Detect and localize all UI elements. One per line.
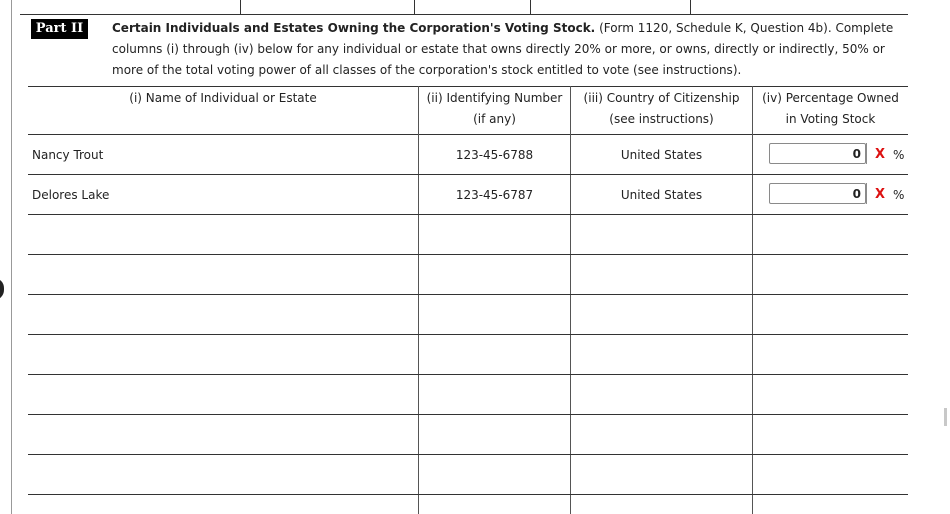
- column-header-id-number: (ii) Identifying Number (if any): [426, 91, 563, 126]
- header-bottom-rule: [28, 134, 908, 135]
- row-id-number: 123-45-6787: [455, 188, 534, 202]
- part-badge: Part II: [31, 19, 88, 39]
- row-id-number: 123-45-6788: [455, 148, 534, 162]
- previous-table-cells: [20, 0, 908, 14]
- clear-x-icon[interactable]: X: [875, 187, 886, 202]
- page-left-border: [11, 0, 12, 514]
- column-header-country: (iii) Country of Citizenship (see instructions): [583, 91, 740, 126]
- row-name: Nancy Trout: [32, 148, 104, 162]
- header-top-rule: [28, 86, 908, 87]
- column-header-percentage: (iv) Percentage Owned in Voting Stock: [762, 91, 899, 126]
- row-country: United States: [620, 188, 703, 202]
- percentage-input[interactable]: [769, 143, 866, 164]
- part-description: (Form 1120, Schedule K, Question 4b). Complete columns (i) through (iv) below for any individual or estate that owns directly 20% or more, or owns, directly or indirectly, 50% or more of the total voting power of all classes of the corporation's stock entitled to vote (see instructions).: [112, 21, 894, 77]
- clear-x-icon[interactable]: X: [875, 147, 886, 162]
- input-divider: [866, 183, 867, 204]
- scrollbar-indicator[interactable]: [944, 408, 947, 426]
- column-header-name: (i) Name of Individual or Estate: [129, 91, 317, 105]
- row-country: United States: [620, 148, 703, 162]
- side-scroll-marker: [0, 278, 4, 300]
- input-divider: [866, 143, 867, 164]
- row-name: Delores Lake: [32, 188, 110, 202]
- part-instructions: [112, 18, 904, 81]
- part-title: Certain Individuals and Estates Owning the Corporation's Voting Stock.: [112, 21, 596, 35]
- section-top-rule: [20, 14, 908, 15]
- percentage-input[interactable]: [769, 183, 866, 204]
- percent-sign: %: [893, 188, 905, 202]
- percent-sign: %: [893, 148, 905, 162]
